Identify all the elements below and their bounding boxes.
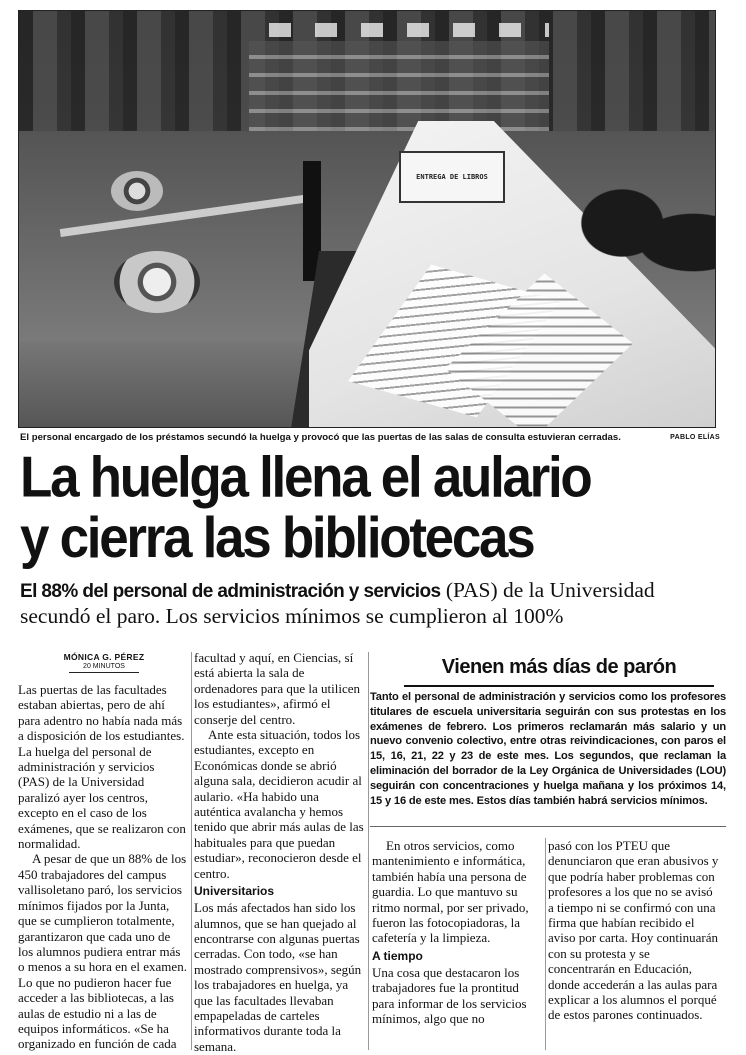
sidebar-text: Tanto el personal de administración y servicios como los profesores titulares de escuela universitaria seguirán con sus protestas en los exámenes de febrero. Los primeros reclamarán más salario y un nuevo convenio colectivo, entre otras reivindicaciones, con paros el 15, 16, 21, 22 y 23 de este mes. Los segundos, que reclaman la eliminación del borrador de la Ley Orgánica de Universidades (LOU) seguirán con concentraciones y huelga mañana y los próximos 14, 15 y 16 de este mes. Estos días también habrá servicios mínimos. [370, 691, 726, 807]
column-divider [368, 652, 369, 1050]
standfirst-line-2: secundó el paro. Los servicios mínimos se cumplieron al 100% [20, 604, 564, 628]
photo-no-entry-sign [114, 251, 200, 313]
article-paragraph: Ante esta situación, todos los estudiantes, excepto en Económicas donde se abrió alguna sala, decidieron acudir al aulario. «Ha habido una auténtica avalancha y hemos tenido que abrir más aulas de las habituales para que puedan estudiar», reconocieron desde el centro. [194, 727, 364, 881]
article-paragraph: Una cosa que destacaron los trabajadores fue la prontitud para informar de los servicios mínimos, algo que no [372, 964, 527, 1027]
byline-outlet: 20 MINUTOS [69, 662, 139, 673]
photo-caption-row [20, 430, 720, 444]
article-paragraph: facultad y aquí, en Ciencias, sí está abierta la sala de ordenadores para que la utilicen los estudiantes», afirmó el conserje del centro. [194, 650, 361, 727]
byline-author: MÓNICA G. PÉREZ [63, 652, 145, 662]
subheading-a-tiempo: A tiempo [372, 948, 423, 963]
photo-no-entry-sign-small [111, 171, 163, 211]
headline-line-2: y cierra las bibliotecas [20, 506, 534, 571]
standfirst-rest: (PAS) de la Universidad [440, 578, 655, 602]
article-paragraph: Los más afectados han sido los alumnos, que se han quejado al encontrarse con algunas puertas cerradas. Con todo, «se han mostrado comprensivos», según los trabajadores en huelga, ya que las facultades llevaban empapeladas de carteles informativos durante toda la semana. [194, 900, 362, 1054]
photo-bookshelves [249, 41, 549, 131]
sidebar-divider [370, 826, 726, 827]
article-column-1 [18, 682, 188, 1052]
column-divider [191, 652, 192, 1050]
article-column-3 [372, 838, 542, 1026]
article-column-2 [194, 650, 364, 1054]
byline [20, 652, 188, 673]
photo-credit: PABLO ELÍAS [670, 433, 720, 441]
headline [20, 445, 730, 571]
photo-turnstile-rail [60, 193, 319, 237]
article-column-4 [548, 838, 720, 1023]
photo-caption: El personal encargado de los préstamos secundó la huelga y provocó que las puertas de las salas de consulta estuvieran cerradas. [20, 431, 621, 443]
counter-sign-text: ENTREGA DE LIBROS [416, 172, 488, 181]
column-divider [545, 838, 546, 1050]
photo-counter-sign [399, 151, 505, 203]
photo-floor [19, 341, 319, 428]
article-paragraph: pasó con los PTEU que denunciaron que eran abusivos y que podría haber problemas con profesores a los que no se avisó a tiempo ni se confirmó con una firma que habían recibido el aviso por carta. Hoy continuarán con su protesta y se concentrarán en Educación, donde accederán a las aulas para explicar a los alumnos el porqué de estos parones continuados. [548, 838, 719, 1023]
article-paragraph: Las puertas de las facultades estaban abiertas, pero de ahí para adentro no había nada más a disposición de los estudiantes. La huelga del personal de administración y servicios (PAS) de la Universidad paralizó ayer los centros, excepto en el caso de los exámenes, que se realizaron con normalidad. [18, 682, 186, 852]
article-paragraph: A pesar de que un 88% de los 450 trabajadores del campus vallisoletano paró, los servicios mínimos fijados por la Junta, que se cumplieron totalmente, garantizaron que cada uno de los alumnos pudiera entrar más o menos a su hora en el examen. Lo que no pudieron hacer fue acceder a las bibliotecas, a las aulas de estudio ni a las de equipos informáticos. «Se ha organizado en función de cada [18, 851, 187, 1052]
library-photo [18, 10, 716, 428]
subheading-universitarios: Universitarios [194, 884, 275, 899]
headline-line-1: La huelga llena el aulario [20, 445, 591, 510]
photo-ceiling-lights [269, 23, 549, 37]
sidebar-title: Vienen más días de parón [404, 656, 714, 687]
standfirst [20, 578, 726, 628]
standfirst-highlight: El 88% del personal de administración y servicios [20, 581, 441, 602]
article-paragraph: En otros servicios, como mantenimiento e informática, también había una persona de guardia. Lo que mantuvo su ritmo normal, por ser privado, fueron las fotocopiadoras, la cafetería y la limpieza. [372, 838, 529, 946]
photo-chairs [559, 171, 716, 301]
